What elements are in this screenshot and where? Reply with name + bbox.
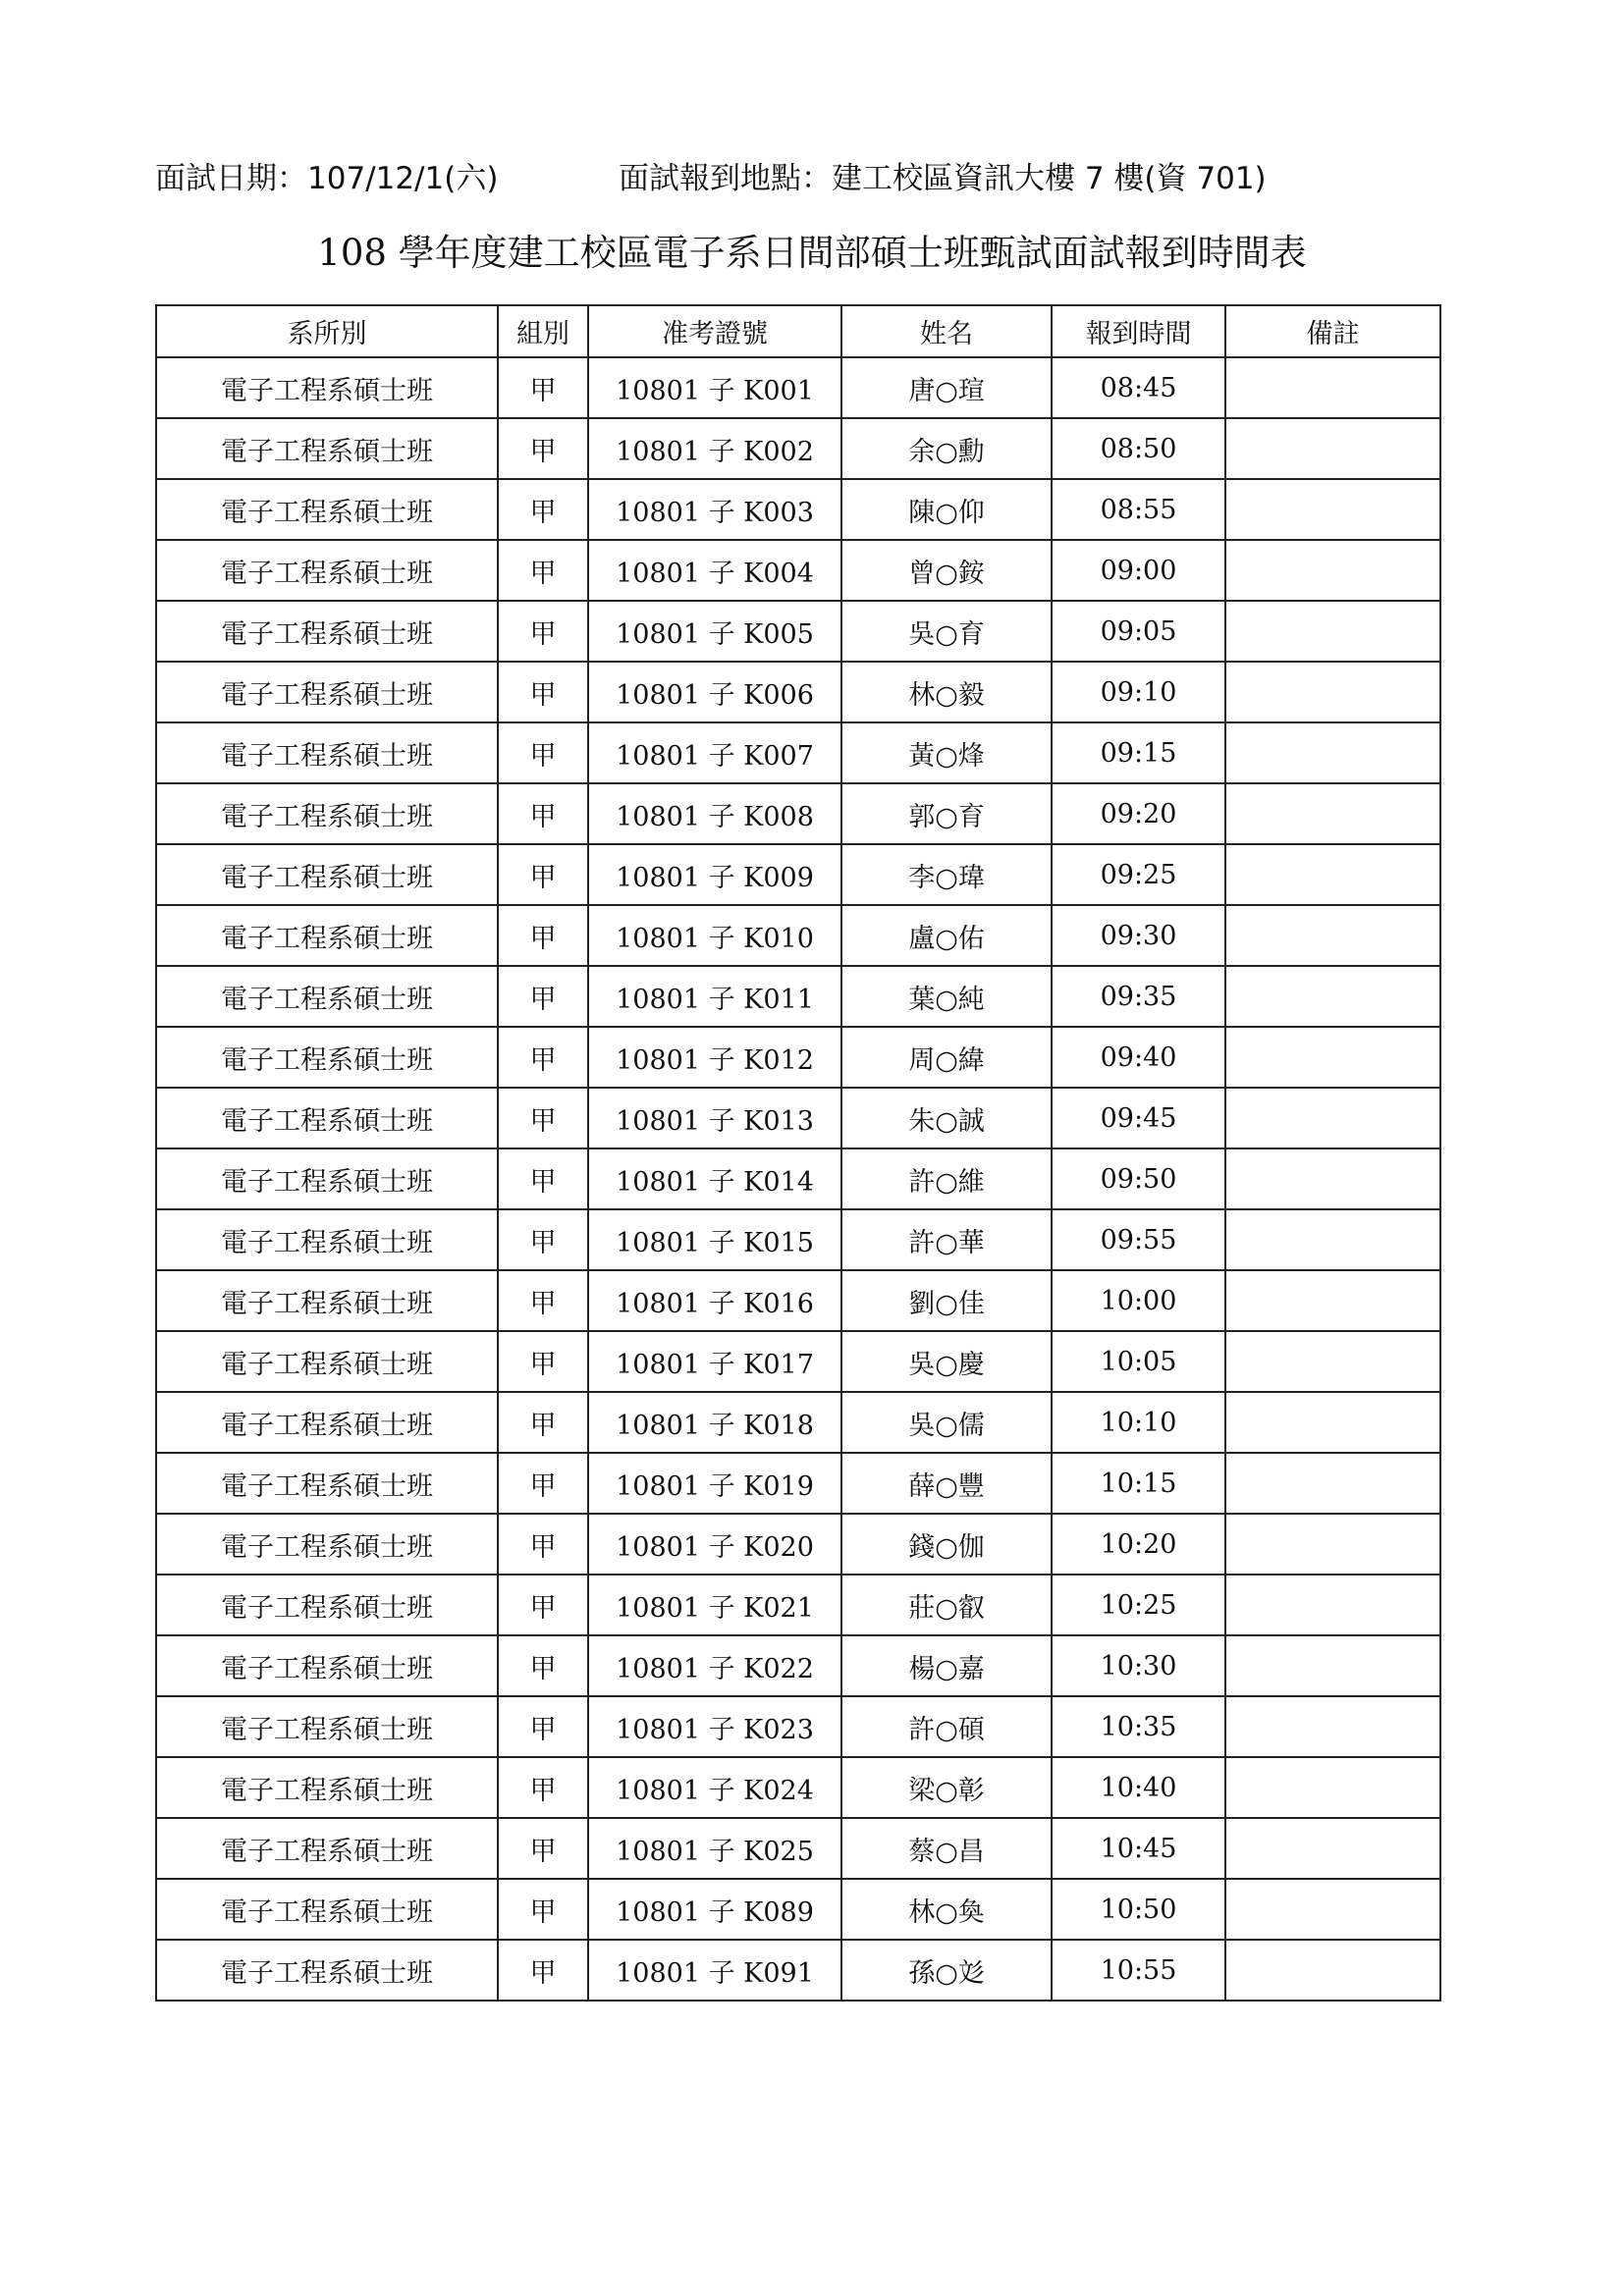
cell-dept: 電子工程系碩士班: [156, 601, 498, 662]
cell-exam-no: 10801 子 K016: [588, 1270, 841, 1331]
interview-info-line: [155, 157, 1530, 200]
cell-dept: 電子工程系碩士班: [156, 1635, 498, 1696]
cell-group: 甲: [498, 1027, 588, 1088]
table-row: [156, 1148, 1440, 1209]
cell-time: 10:05: [1052, 1331, 1225, 1392]
cell-dept: 電子工程系碩士班: [156, 357, 498, 418]
column-header-exam-no: 准考證號: [588, 305, 841, 357]
cell-name: 黃○烽: [841, 722, 1052, 783]
cell-exam-no: 10801 子 K002: [588, 418, 841, 479]
cell-time: 10:45: [1052, 1818, 1225, 1879]
cell-note: [1225, 479, 1440, 540]
cell-note: [1225, 1940, 1440, 2001]
cell-name: 曾○銨: [841, 540, 1052, 601]
column-header-note: 備註: [1225, 305, 1440, 357]
interview-location: 面試報到地點：建工校區資訊大樓 7 樓(資 701): [619, 161, 1267, 196]
cell-exam-no: 10801 子 K005: [588, 601, 841, 662]
cell-exam-no: 10801 子 K023: [588, 1696, 841, 1757]
cell-name: 許○碩: [841, 1696, 1052, 1757]
cell-note: [1225, 966, 1440, 1027]
cell-time: 09:45: [1052, 1088, 1225, 1148]
cell-name: 劉○佳: [841, 1270, 1052, 1331]
cell-dept: 電子工程系碩士班: [156, 540, 498, 601]
table-row: [156, 418, 1440, 479]
cell-time: 09:05: [1052, 601, 1225, 662]
table-row: [156, 1331, 1440, 1392]
cell-time: 09:35: [1052, 966, 1225, 1027]
table-row: [156, 1940, 1440, 2001]
cell-dept: 電子工程系碩士班: [156, 1818, 498, 1879]
column-header-dept: 系所別: [156, 305, 498, 357]
table-row: [156, 844, 1440, 905]
cell-name: 盧○佑: [841, 905, 1052, 966]
cell-exam-no: 10801 子 K015: [588, 1209, 841, 1270]
cell-exam-no: 10801 子 K089: [588, 1879, 841, 1940]
cell-time: 09:30: [1052, 905, 1225, 966]
cell-dept: 電子工程系碩士班: [156, 1270, 498, 1331]
cell-name: 林○毅: [841, 662, 1052, 722]
cell-exam-no: 10801 子 K013: [588, 1088, 841, 1148]
cell-name: 葉○純: [841, 966, 1052, 1027]
cell-time: 09:50: [1052, 1148, 1225, 1209]
cell-name: 錢○伽: [841, 1514, 1052, 1575]
cell-group: 甲: [498, 1757, 588, 1818]
cell-note: [1225, 1331, 1440, 1392]
cell-group: 甲: [498, 601, 588, 662]
cell-exam-no: 10801 子 K020: [588, 1514, 841, 1575]
cell-group: 甲: [498, 1331, 588, 1392]
cell-name: 薛○豐: [841, 1453, 1052, 1514]
cell-time: 10:00: [1052, 1270, 1225, 1331]
table-row: [156, 1635, 1440, 1696]
cell-note: [1225, 1514, 1440, 1575]
cell-note: [1225, 357, 1440, 418]
cell-group: 甲: [498, 1148, 588, 1209]
table-row: [156, 1879, 1440, 1940]
cell-time: 10:10: [1052, 1392, 1225, 1453]
cell-note: [1225, 1453, 1440, 1514]
cell-dept: 電子工程系碩士班: [156, 1392, 498, 1453]
cell-name: 許○華: [841, 1209, 1052, 1270]
cell-note: [1225, 1757, 1440, 1818]
cell-dept: 電子工程系碩士班: [156, 905, 498, 966]
cell-exam-no: 10801 子 K012: [588, 1027, 841, 1088]
cell-dept: 電子工程系碩士班: [156, 479, 498, 540]
table-row: [156, 1696, 1440, 1757]
cell-name: 楊○嘉: [841, 1635, 1052, 1696]
cell-dept: 電子工程系碩士班: [156, 966, 498, 1027]
cell-dept: 電子工程系碩士班: [156, 783, 498, 844]
cell-note: [1225, 1575, 1440, 1635]
cell-exam-no: 10801 子 K006: [588, 662, 841, 722]
cell-group: 甲: [498, 479, 588, 540]
cell-dept: 電子工程系碩士班: [156, 1148, 498, 1209]
cell-time: 08:45: [1052, 357, 1225, 418]
cell-group: 甲: [498, 1514, 588, 1575]
cell-note: [1225, 1148, 1440, 1209]
cell-time: 10:35: [1052, 1696, 1225, 1757]
table-row: [156, 1575, 1440, 1635]
cell-name: 周○緯: [841, 1027, 1052, 1088]
document-title: 108 學年度建工校區電子系日間部碩士班甄試面試報到時間表: [317, 232, 1307, 274]
cell-exam-no: 10801 子 K017: [588, 1331, 841, 1392]
cell-group: 甲: [498, 783, 588, 844]
cell-name: 莊○叡: [841, 1575, 1052, 1635]
cell-dept: 電子工程系碩士班: [156, 1879, 498, 1940]
cell-group: 甲: [498, 1209, 588, 1270]
cell-group: 甲: [498, 1453, 588, 1514]
cell-name: 陳○仰: [841, 479, 1052, 540]
cell-name: 許○維: [841, 1148, 1052, 1209]
table-row: [156, 357, 1440, 418]
cell-name: 李○瑋: [841, 844, 1052, 905]
table-row: [156, 1027, 1440, 1088]
cell-dept: 電子工程系碩士班: [156, 1331, 498, 1392]
table-row: [156, 1209, 1440, 1270]
cell-note: [1225, 722, 1440, 783]
cell-group: 甲: [498, 1635, 588, 1696]
cell-group: 甲: [498, 1392, 588, 1453]
table-row: [156, 540, 1440, 601]
cell-note: [1225, 601, 1440, 662]
table-row: [156, 1392, 1440, 1453]
cell-dept: 電子工程系碩士班: [156, 1453, 498, 1514]
cell-note: [1225, 1027, 1440, 1088]
cell-time: 10:50: [1052, 1879, 1225, 1940]
cell-dept: 電子工程系碩士班: [156, 722, 498, 783]
table-row: [156, 966, 1440, 1027]
cell-note: [1225, 844, 1440, 905]
cell-name: 唐○瑄: [841, 357, 1052, 418]
cell-time: 10:15: [1052, 1453, 1225, 1514]
cell-group: 甲: [498, 1696, 588, 1757]
cell-note: [1225, 1270, 1440, 1331]
schedule-table: [155, 304, 1441, 2002]
cell-dept: 電子工程系碩士班: [156, 418, 498, 479]
cell-time: 10:20: [1052, 1514, 1225, 1575]
cell-note: [1225, 1696, 1440, 1757]
cell-name: 林○奐: [841, 1879, 1052, 1940]
table-header-row: [156, 305, 1440, 357]
cell-group: 甲: [498, 662, 588, 722]
cell-dept: 電子工程系碩士班: [156, 662, 498, 722]
cell-exam-no: 10801 子 K018: [588, 1392, 841, 1453]
cell-dept: 電子工程系碩士班: [156, 1757, 498, 1818]
cell-name: 吳○育: [841, 601, 1052, 662]
cell-exam-no: 10801 子 K091: [588, 1940, 841, 2001]
cell-note: [1225, 783, 1440, 844]
table-row: [156, 601, 1440, 662]
cell-dept: 電子工程系碩士班: [156, 1088, 498, 1148]
cell-time: 10:25: [1052, 1575, 1225, 1635]
table-body: [156, 357, 1440, 2001]
cell-note: [1225, 1818, 1440, 1879]
cell-time: 10:55: [1052, 1940, 1225, 2001]
cell-exam-no: 10801 子 K008: [588, 783, 841, 844]
cell-note: [1225, 905, 1440, 966]
cell-group: 甲: [498, 966, 588, 1027]
cell-note: [1225, 418, 1440, 479]
cell-group: 甲: [498, 1818, 588, 1879]
table-row: [156, 1757, 1440, 1818]
cell-group: 甲: [498, 1270, 588, 1331]
cell-exam-no: 10801 子 K011: [588, 966, 841, 1027]
cell-time: 09:15: [1052, 722, 1225, 783]
table-row: [156, 1514, 1440, 1575]
cell-note: [1225, 1209, 1440, 1270]
cell-name: 吳○慶: [841, 1331, 1052, 1392]
cell-note: [1225, 1635, 1440, 1696]
cell-note: [1225, 1879, 1440, 1940]
cell-group: 甲: [498, 1879, 588, 1940]
cell-time: 09:10: [1052, 662, 1225, 722]
column-header-name: 姓名: [841, 305, 1052, 357]
cell-name: 蔡○昌: [841, 1818, 1052, 1879]
cell-time: 10:30: [1052, 1635, 1225, 1696]
cell-dept: 電子工程系碩士班: [156, 1209, 498, 1270]
cell-name: 梁○彰: [841, 1757, 1052, 1818]
cell-time: 09:00: [1052, 540, 1225, 601]
cell-exam-no: 10801 子 K001: [588, 357, 841, 418]
cell-exam-no: 10801 子 K022: [588, 1635, 841, 1696]
cell-group: 甲: [498, 905, 588, 966]
cell-dept: 電子工程系碩士班: [156, 1027, 498, 1088]
cell-exam-no: 10801 子 K010: [588, 905, 841, 966]
cell-group: 甲: [498, 1575, 588, 1635]
cell-group: 甲: [498, 1088, 588, 1148]
cell-group: 甲: [498, 540, 588, 601]
cell-exam-no: 10801 子 K025: [588, 1818, 841, 1879]
cell-group: 甲: [498, 722, 588, 783]
interview-date: 面試日期：107/12/1(六): [155, 161, 499, 196]
cell-dept: 電子工程系碩士班: [156, 1696, 498, 1757]
table-row: [156, 1088, 1440, 1148]
cell-name: 孫○彣: [841, 1940, 1052, 2001]
table-row: [156, 722, 1440, 783]
cell-exam-no: 10801 子 K019: [588, 1453, 841, 1514]
cell-note: [1225, 662, 1440, 722]
cell-name: 朱○誠: [841, 1088, 1052, 1148]
cell-note: [1225, 540, 1440, 601]
cell-time: 09:55: [1052, 1209, 1225, 1270]
cell-time: 09:20: [1052, 783, 1225, 844]
table-row: [156, 905, 1440, 966]
cell-dept: 電子工程系碩士班: [156, 1575, 498, 1635]
cell-exam-no: 10801 子 K009: [588, 844, 841, 905]
cell-note: [1225, 1392, 1440, 1453]
table-row: [156, 783, 1440, 844]
cell-exam-no: 10801 子 K004: [588, 540, 841, 601]
table-row: [156, 1270, 1440, 1331]
cell-time: 08:55: [1052, 479, 1225, 540]
table-row: [156, 662, 1440, 722]
cell-name: 郭○育: [841, 783, 1052, 844]
table-row: [156, 1818, 1440, 1879]
cell-group: 甲: [498, 357, 588, 418]
cell-time: 09:40: [1052, 1027, 1225, 1088]
table-row: [156, 1453, 1440, 1514]
cell-group: 甲: [498, 418, 588, 479]
cell-time: 08:50: [1052, 418, 1225, 479]
column-header-group: 組別: [498, 305, 588, 357]
cell-name: 余○勳: [841, 418, 1052, 479]
cell-group: 甲: [498, 1940, 588, 2001]
cell-exam-no: 10801 子 K014: [588, 1148, 841, 1209]
cell-note: [1225, 1088, 1440, 1148]
cell-dept: 電子工程系碩士班: [156, 1514, 498, 1575]
cell-exam-no: 10801 子 K007: [588, 722, 841, 783]
column-header-time: 報到時間: [1052, 305, 1225, 357]
cell-time: 09:25: [1052, 844, 1225, 905]
cell-exam-no: 10801 子 K003: [588, 479, 841, 540]
cell-exam-no: 10801 子 K024: [588, 1757, 841, 1818]
cell-name: 吳○儒: [841, 1392, 1052, 1453]
cell-group: 甲: [498, 844, 588, 905]
cell-time: 10:40: [1052, 1757, 1225, 1818]
cell-dept: 電子工程系碩士班: [156, 1940, 498, 2001]
cell-dept: 電子工程系碩士班: [156, 844, 498, 905]
cell-exam-no: 10801 子 K021: [588, 1575, 841, 1635]
table-row: [156, 479, 1440, 540]
